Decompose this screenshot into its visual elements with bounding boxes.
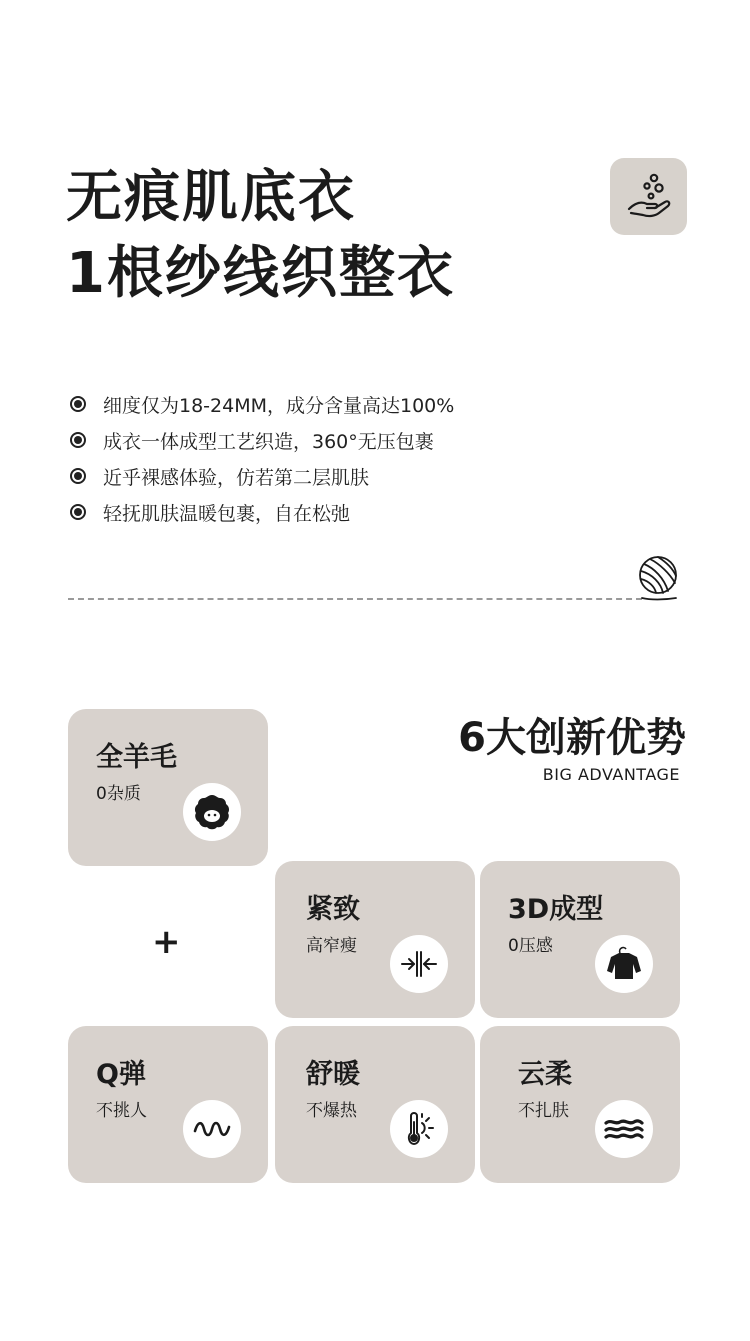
feature-text: 成衣一体成型工艺织造，360°无压包裹 <box>103 430 434 453</box>
hand-bubbles-icon <box>625 173 673 221</box>
card-subtitle: 不爆热 <box>306 1101 357 1121</box>
feature-text: 近乎裸感体验，仿若第二层肌肤 <box>103 466 370 489</box>
card-icon-circle <box>390 1100 448 1158</box>
advantage-card-elastic <box>68 1026 268 1183</box>
card-title: 紧致 <box>306 894 360 925</box>
card-icon-circle <box>390 935 448 993</box>
card-title: 3D成型 <box>508 894 604 925</box>
feature-text: 轻抚肌肤温暖包裹，自在松弛 <box>103 502 351 525</box>
advantage-card-wool <box>68 709 268 866</box>
elastic-wave-icon <box>192 1109 232 1149</box>
card-subtitle: 不扎肤 <box>518 1101 569 1121</box>
sweater-icon <box>604 944 644 984</box>
card-subtitle: 0压感 <box>508 936 553 956</box>
card-icon-circle <box>183 783 241 841</box>
radio-bullet-icon <box>70 504 86 520</box>
card-subtitle: 不挑人 <box>96 1101 147 1121</box>
card-icon-circle <box>183 1100 241 1158</box>
feature-list <box>70 386 454 530</box>
hand-bubbles-badge <box>610 158 687 235</box>
advantage-card-soft <box>480 1026 680 1183</box>
compress-icon <box>399 944 439 984</box>
title-line-2: 1根纱线织整衣 <box>66 241 455 306</box>
title-line-1: 无痕肌底衣 <box>66 165 356 230</box>
feature-item <box>70 458 454 494</box>
card-icon-circle <box>595 1100 653 1158</box>
thermometer-sun-icon <box>399 1109 439 1149</box>
feature-text: 细度仅为18-24MM，成分含量高达100% <box>103 394 455 417</box>
advantage-card-warm <box>275 1026 475 1183</box>
card-title: 云柔 <box>518 1059 572 1090</box>
yarn-ball-icon <box>636 554 680 602</box>
card-title: 舒暖 <box>306 1059 360 1090</box>
advantages-title: 6大创新优势 <box>458 715 686 761</box>
dashed-divider <box>68 598 642 600</box>
card-subtitle: 0杂质 <box>96 784 141 804</box>
advantage-card-tight <box>275 861 475 1018</box>
card-subtitle: 高窄瘦 <box>306 936 357 956</box>
radio-bullet-icon <box>70 432 86 448</box>
advantage-card-3d <box>480 861 680 1018</box>
feature-item <box>70 422 454 458</box>
feature-item <box>70 494 454 530</box>
page-title <box>66 160 455 312</box>
card-title: 全羊毛 <box>96 742 177 773</box>
radio-bullet-icon <box>70 468 86 484</box>
card-icon-circle <box>595 935 653 993</box>
plus-sign: + <box>152 922 181 962</box>
radio-bullet-icon <box>70 396 86 412</box>
feature-item <box>70 386 454 422</box>
advantages-subtitle: BIG ADVANTAGE <box>542 765 680 784</box>
card-title: Q弹 <box>96 1059 146 1090</box>
soft-cloud-icon <box>603 1109 645 1149</box>
sheep-icon <box>192 792 232 832</box>
